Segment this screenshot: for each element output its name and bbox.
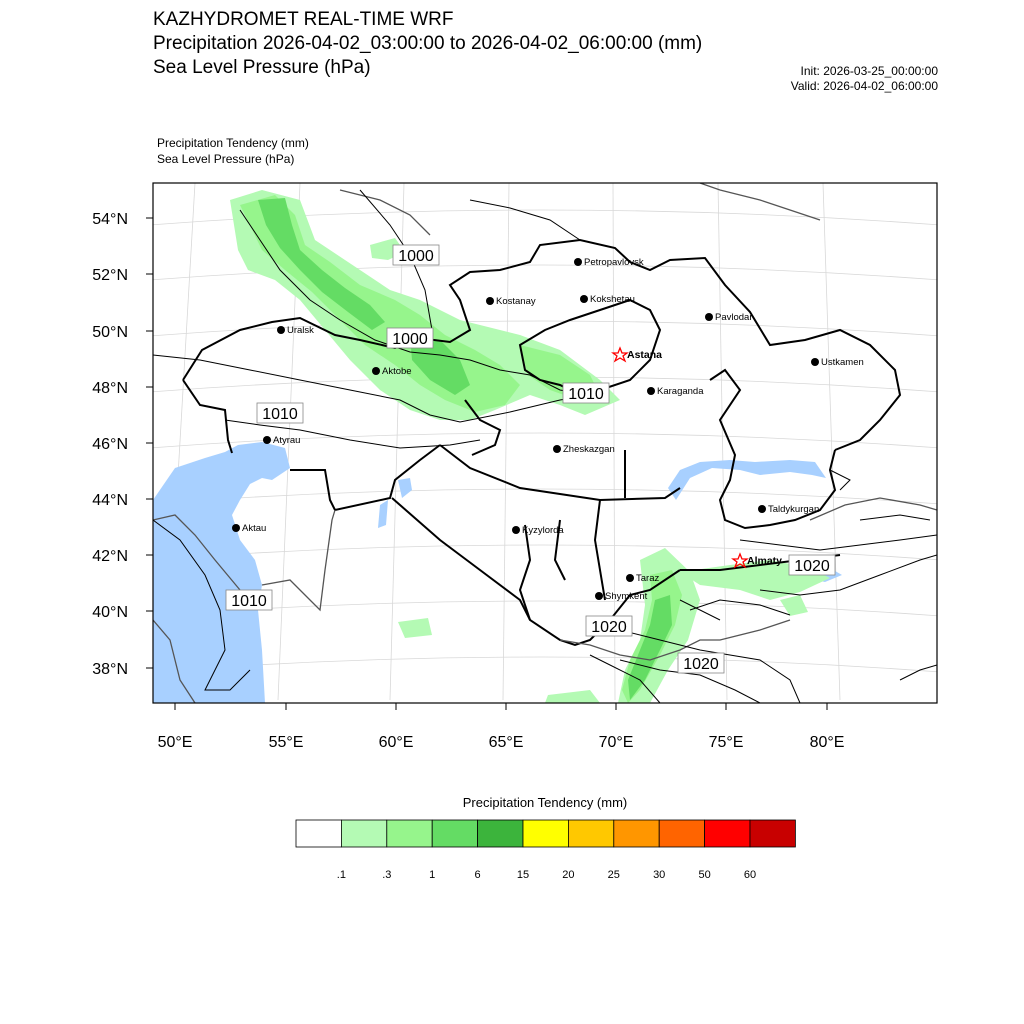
lat-label: 54°N: [92, 211, 128, 228]
colorbar-swatch: [296, 820, 341, 847]
city-label-kyzylorda: Kyzylorda: [522, 525, 564, 536]
aral-sea: [398, 478, 412, 498]
isobar-label: 1020: [683, 656, 719, 673]
city-dot[interactable]: [512, 526, 520, 534]
city-dot[interactable]: [553, 445, 561, 453]
colorbar-swatch: [341, 820, 386, 847]
isobar-label: 1000: [398, 248, 434, 265]
colorbar-swatch: [387, 820, 432, 847]
colorbar-swatch: [750, 820, 795, 847]
colorbar-swatch: [705, 820, 750, 847]
city-dot[interactable]: [232, 524, 240, 532]
lat-ticks: [146, 218, 153, 668]
lon-label: 65°E: [488, 734, 524, 751]
colorbar-tick-label: .1: [336, 869, 346, 881]
lat-label: 48°N: [92, 380, 128, 397]
lat-label: 50°N: [92, 324, 128, 341]
precip-period: Precipitation 2026-04-02_03:00:00 to 2026-04-02_06:00:00 (mm): [153, 33, 703, 54]
lat-label: 52°N: [92, 267, 128, 284]
colorbar-tick-label: .3: [382, 869, 392, 881]
city-dot[interactable]: [580, 295, 588, 303]
valid-time: Valid: 2026-04-02_06:00:00: [790, 79, 938, 93]
init-time: Init: 2026-03-25_00:00:00: [800, 64, 938, 78]
lat-label: 46°N: [92, 436, 128, 453]
city-dot[interactable]: [263, 436, 271, 444]
colorbar-tick-label: 25: [607, 869, 620, 881]
lat-label: 44°N: [92, 492, 128, 509]
city-label-ustkamen: Ustkamen: [821, 357, 864, 368]
lake-balkhash: [668, 460, 826, 500]
aral-sea-south: [378, 500, 388, 528]
city-label-kostanay: Kostanay: [496, 296, 536, 307]
city-dot[interactable]: [277, 326, 285, 334]
lon-label: 75°E: [708, 734, 744, 751]
colorbar-swatch: [478, 820, 523, 847]
city-label-atyrau: Atyrau: [273, 435, 301, 446]
colorbar-swatch: [568, 820, 613, 847]
city-label-pavlodar: Pavlodar: [715, 312, 753, 323]
lon-ticks: [175, 703, 827, 710]
isobar-label: 1010: [231, 593, 267, 610]
isobar-label: 1010: [568, 386, 604, 403]
lat-label: 42°N: [92, 548, 128, 565]
colorbar-swatch: [523, 820, 568, 847]
map-subtitle-slp: Sea Level Pressure (hPa): [157, 152, 295, 166]
isobar-label: 1020: [591, 619, 627, 636]
colorbar-swatch: [432, 820, 477, 847]
colorbar-tick-label: 50: [698, 869, 711, 881]
colorbar-swatch: [659, 820, 704, 847]
city-dot[interactable]: [758, 505, 766, 513]
city-dot[interactable]: [705, 313, 713, 321]
city-dot[interactable]: [626, 574, 634, 582]
colorbar-tick-label: 30: [653, 869, 666, 881]
colorbar-tick-label: 15: [516, 869, 530, 881]
city-dot[interactable]: [811, 358, 819, 366]
city-dot[interactable]: [574, 258, 582, 266]
isobar-label: 1000: [392, 331, 428, 348]
city-label-aktau: Aktau: [242, 523, 267, 534]
city-label-almaty: Almaty: [747, 555, 783, 567]
lat-label: 38°N: [92, 661, 128, 678]
lat-label: 40°N: [92, 604, 128, 621]
colorbar-swatch: [614, 820, 659, 847]
city-label-astana: Astana: [627, 349, 663, 361]
chart-title: KAZHYDROMET REAL-TIME WRF: [153, 9, 454, 30]
lon-label: 60°E: [378, 734, 414, 751]
city-dot[interactable]: [486, 297, 494, 305]
city-dot[interactable]: [647, 387, 655, 395]
city-label-shymkent: Shymkent: [605, 591, 648, 602]
city-label-petropavlovsk: Petropavlovsk: [584, 257, 644, 268]
colorbar-title: Precipitation Tendency (mm): [462, 795, 628, 810]
slp-title: Sea Level Pressure (hPa): [153, 57, 371, 78]
colorbar-tick-label: 6: [474, 869, 481, 881]
city-label-taraz: Taraz: [636, 573, 660, 584]
map-subtitle-precip: Precipitation Tendency (mm): [157, 136, 309, 150]
colorbar-labels: [337, 869, 756, 881]
city-dot[interactable]: [595, 592, 603, 600]
lon-label: 80°E: [809, 734, 845, 751]
city-label-zheskazgan: Zheskazgan: [563, 444, 615, 455]
city-label-karaganda: Karaganda: [657, 386, 704, 397]
lon-label: 50°E: [157, 734, 193, 751]
colorbar-tick-label: 60: [743, 869, 757, 881]
colorbar-tick-label: 20: [562, 869, 575, 881]
colorbar-tick-label: 1: [429, 869, 436, 881]
longitude-labels: [158, 734, 845, 751]
city-label-kokshetau: Kokshetau: [590, 294, 635, 305]
colorbar: [296, 820, 795, 847]
city-dot[interactable]: [372, 367, 380, 375]
latitude-labels: [92, 211, 128, 678]
lon-label: 70°E: [598, 734, 634, 751]
lon-label: 55°E: [268, 734, 304, 751]
capital-star-astana[interactable]: [613, 348, 627, 361]
city-label-uralsk: Uralsk: [287, 325, 314, 336]
city-label-taldykurgan: Taldykurgan: [768, 504, 820, 515]
city-label-aktobe: Aktobe: [382, 366, 412, 377]
isobar-label: 1020: [794, 558, 830, 575]
isobar-label: 1010: [262, 406, 298, 423]
